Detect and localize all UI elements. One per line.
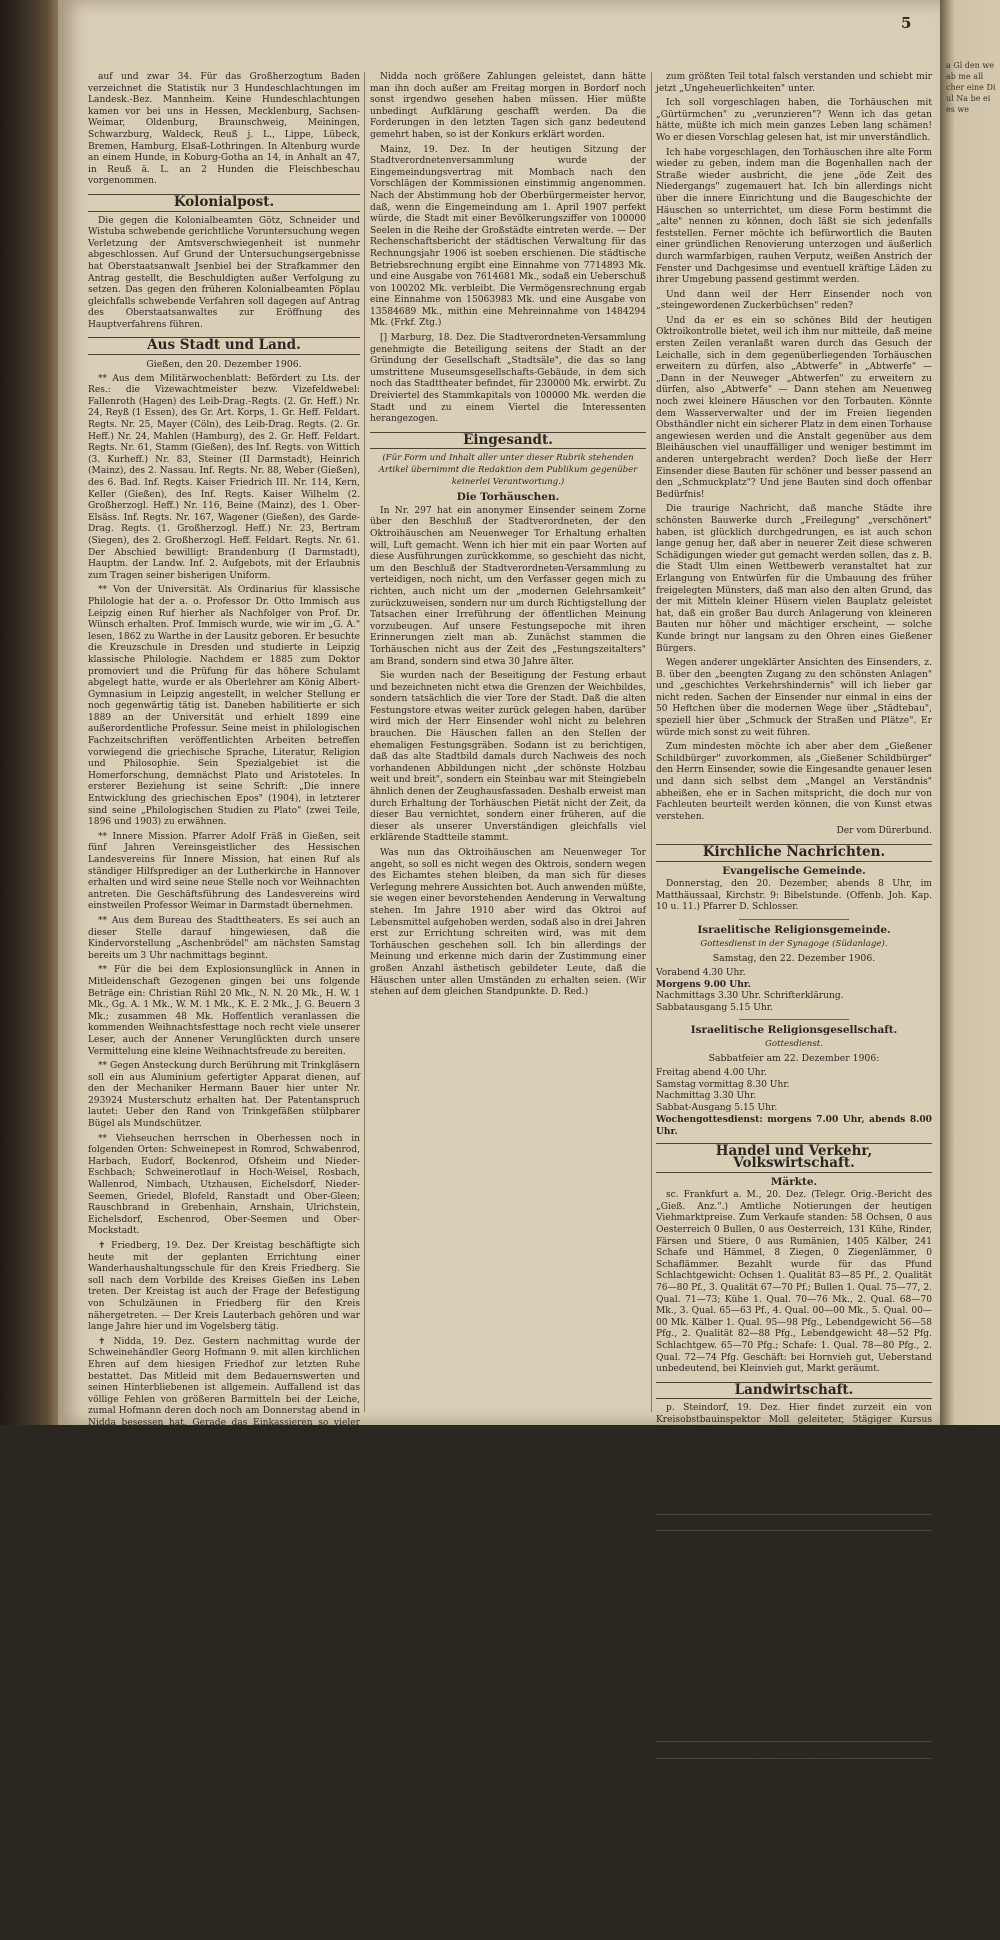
service-time: Vorabend 4.30 Uhr. [656,967,746,978]
article-text: * Siegen, 19. Dez. Bei der im Bau befindlichen Bahnstrecke Freudenberg-Rotemühle ereignete sich eine Sprengstoffexplosion. Zwei Mann wurden getötet, zwei wurden schwer verletzt. [656,1762,932,1808]
column-3 [656,72,933,1939]
section-heading-gerichtssaal: Gerichtssaal. [656,1514,932,1532]
section-heading-kolonialpost: Kolonialpost. [88,194,360,212]
newspaper-page [58,0,940,1939]
article-text: Zum mindesten möchte ich aber aber dem „Gießener Schildbürger" zuvorkommen, als „Gießener Schildbürger" den Herrn Einsender, sowie die Eingesandte genauer lesen und dann sich selbst dem „Mangel an Verständnis" abheißen, ehe er in Sachen mitspricht, die doch nur von Fachleuten beurteilt werden können, die von Kunst etwas verstehen. [656,742,932,822]
article-text: ✝ Friedberg, 19. Dez. Der Kreistag beschäftigte sich heute mit der geplanten Errichtung einer Wanderhaushaltungsschule für den Kreis Friedberg. Sie soll nach dem Vorbilde des Kreises Gießen ins Leben treten. Der Kreistag ist auch der Frage der Befestigung von Schulzäunen in Friedberg für den Kreis nähergetreten. — Der Kreis Lauterbach gehören und war lange Jahre hier und im Vogelsberg tätig. [88,1241,360,1333]
article-text: zum größten Teil total falsch verstanden und schiebt mir jetzt „Ungeheuerlichkeiten" unter. [656,72,932,94]
service-time: Sabbat-Ausgang 5.15 Uhr. [656,1102,778,1113]
article-text: ** Für die bei dem Explosionsunglück in Annen in Mitleidenschaft Gezogenen gingen bei uns folgende Beträge ein: Christian Rühl 20 Mk., N. N. 20 Mk., H. W. 1 Mk., Gg. A. 1 Mk., W. M. 1 Mk., K. E. 2 Mk., J. G. Beuern 3 Mk.; zusammen 48 Mk. Hoffentlich veranlassen die kommenden Weihnachtsfesttage noch recht viele unserer Leser, auch der Annener Verunglückten durch unsere Vermittelung eine kleine Weihnachtsfreude zu bereiten. [88,965,360,1057]
column-rule [651,72,652,1412]
article-text: p. Steindorf, 19. Dez. Hier findet zurzeit ein von Kreisobstbauinspektor Moll geleiteter, 5tägiger Kursus statt über die Pflanzung, Schnitt und Pflege der Obstbäume, sowie über die Bekämpfung der Obstbaumschädlinge und Krankheiten, das Umpfropfen der Bäume, die Behandlung der Wunden, die Düngung und Bodenbearbeitung. Der Unterricht ist hauptsächlich praktischer Art. Bonnet zu Greifswald in gleicher Eigenschaft in die [656,1403,932,1507]
article-text: Mainz, 19. Dez. In der heutigen Sitzung der Stadtverordnetenversammlung wurde der Eingemeindungsvertrag mit Mombach nach den Vorschlägen der Kommissionen einstimmig angenommen. Nach der Abstimmung hob der Oberbürgermeister hervor, daß, wenn die Eingemeindung am 1. April 1907 perfekt würde, die Stadt mit einer Bevölkerungsziffer von 100000 Seelen in die Reihe der Großstädte eintreten werde. — Der Rechenschaftsbericht der städtischen Verwaltung für das Rechnungsjahr 1906 ist soeben erschienen. Die städtische Betriebsrechnung ergibt eine Einnahme von 7714893 Mk. und eine Ausgabe von 7614681 Mk., sodaß ein Ueberschuß von 100202 Mk. verbleibt. Die Vermögensrechnung ergab eine Einnahme von 15063983 Mk. und eine Ausgabe von 13584689 Mk., mithin eine Mehreinnahme von 1484294 Mk. (Frkf. Ztg.) [370,144,646,329]
service-time: Nachmittags 3.30 Uhr. Schrifterklärung. [656,990,844,1001]
facing-page-text-fragment: a Gl den we ab me all cher eine Di ul Na be ei es we [946,61,996,114]
article-text: ** Aus dem Bureau des Stadttheaters. Es sei auch an dieser Stelle darauf hingewiesen, daß die Kindervorstellung „Aschenbrödel" am nächsten Samstag bereits um 3 Uhr nachmittags beginnt. [88,915,360,961]
article-signature: Der vom Dürerbund. [836,826,932,837]
editorial-disclaimer: (Für Form und Inhalt aller unter dieser Rubrik stehenden Artikel übernimmt die Redaktion dem Publikum gegenüber keinerlei Verantwortung.) [378,453,638,487]
service-location: Gottesdienst. [765,1038,823,1049]
service-location: Gottesdienst in der Synagoge (Südanlage). [700,938,888,949]
article-text: Die traurige Nachricht, daß manche Städte ihre schönsten Bauwerke durch „Freilegung" „verschönert" haben, ist glücklich durchgedrungen, es ist auch schon lange genug her, daß aber in neuerer Zeit diese schweren Schädigungen wieder gut gemacht werden sollen, das z. B. die Stadt Ulm einen Wettbewerb veranstaltet hat zur Erlangung von Entwürfen für die Umbauung des früher freigelegten Münsters, daß man also den alten Grund, das der mit Mitteln kleiner Hüsern vielen Bauplatz geleistet hat, daß ein großer Bau durch Anlagerung von kleineren Bauten nur höher und mächtiger erscheint, — solche Kunde bringt nur langsam zu den Ohren eines Gießener Bürgers. [656,504,932,654]
service-time: Morgens 9.00 Uhr. [656,979,751,991]
article-text: sc. Frankfurt a. M., 20. Dez. (Telegr. Orig.-Bericht des „Gieß. Anz.".) Amtliche Notierungen der heutigen Viehmarktpreise. Zum Verkaufe standen: 58 Ochsen, 0 aus Oesterreich 0 Bullen, 0 aus Oesterreich, 131 Kühe, Rinder, Färsen und Stiere, 0 aus Rumänien, 1405 Kälber, 241 Schafe und Hämmel, 8 Ziegen, 0 Ziegenlämmer, 0 Schaflämmer. Bezahlt wurde für das Pfund Schlachtgewicht: Ochsen 1. Qualität 83—85 Pf., 2. Qualität 76—80 Pf., 3. Qualität 67—70 Pf.; Bullen 1. Qual. 75—77, 2. Qual. 71—73; Kühe 1. Qual. 70—76 Mk., 2. Qual. 68—70 Mk., 3. Qual. 65—63 Pf., 4. Qual. 00—00 Mk., 5. Qual. 00—00 Mk. Kälber 1. Qual. 95—98 Pfg., Lebendgewicht 56—58 Pfg., 2. Qualität 82—88 Pfg., Lebendgewicht 48—52 Pfg. Schlachtgew. 65—70 Pfg.; Schafe: 1. Qual. 78—80 Pfg., 2. Qual. 72—74 Pfg. Geschäft: bei Hornvieh gut, Ueberstand unbedeutend, bei Kleinvieh gut, Markt geräumt. [656,1190,933,1375]
column-rule [364,72,365,1412]
page-number: 5 [901,14,912,32]
article-text: ** Gegen Ansteckung durch Berührung mit Trinkgläsern soll ein aus Aluminium gefertigter Apparat dienen, auf den der Mechaniker Hermann Bauer hier unter Nr. 293924 Musterschutz erhalten hat. Der Patentanspruch lautet: Ueber den Rand von Trinkgefäßen stülpbarer Bügel als Mundschützer. [88,1061,360,1130]
article-text: Frankfurt, 19. Dez. Der Redakteur der „Volksstimme", Wilhelm Zander, wurde heute von der Strafkammer wegen öffentlicher Beleidigung, die in einem Artikel „Krautgardemanöver am Standesamt" gefunden wurde, zu 75 Mk. Geldstrafe verurteilt, und wegen eines Artikels „Zur Blaugießstreike in Oberursel", durch den sich der dortige Bürgermeister Füller beleidigt fühlte, zu drei Monaten Gefängnis. [656,1535,932,1627]
article-text: Wegen anderer ungeklärter Ansichten des Einsenders, z. B. über den „beengten Zugang zu den schönsten Anlagen" und „geschichtes Verkehrshindernis" will ich lieber gar nicht reden. Sachen der Einsender nur einmal in eins der 50 Heftchen über die modernen Wege über „Städtebau", speziell hier über „Schmuck der Straßen und Plätze". Er würde mich sonst zu weit führen. [656,658,932,738]
section-heading-stadt-und-land: Aus Stadt und Land. [88,337,360,355]
book-binding [0,0,58,1425]
service-time: Samstag vormittag 8.30 Uhr. [656,1079,790,1090]
article-text: [] Marburg, 18. Dez. Die Stadtverordneten-Versammlung genehmigte die Beteiligung seitens der Stadt an der Gründung der Gesellschaft „Stadtsäle", die das so lang umstrittene Museumsgesellschafts-Gebäude, in dem sich noch das Stadttheater befindet, für 230000 Mk. erwirbt. Zu Dreiviertel des Stammkapitals von 100000 Mk. werden die Stadt und zu einem Viertel die Interessenten herangezogen. [370,333,646,425]
subheading-israelitische-religionsgesellschaft: Israelitische Religionsgesellschaft. [690,1024,898,1037]
article-text: ** Von der Universität. Als Ordinarius für klassische Philologie hat der a. o. Professor Dr. Otto Immisch aus Leipzig einen Ruf hierher als Nachfolger von Prof. Dr. Wünsch erhalten. Prof. Immisch wurde, wie wir im „G. A." lesen, 1862 zu Warthe in der Lausitz geboren. Er besuchte die Kreuzschule in Dresden und studierte in Leipzig klassische Philologie. Nachdem er 1885 zum Doktor promoviert und die Prüfung für das höhere Schulamt abgelegt hatte, wurde er als Oberlehrer am König Albert-Gymnasium in Leipzig angestellt, in welcher Stellung er noch gegenwärtig tätig ist. Daneben habilitierte er sich 1889 an der Universität und erhielt 1899 eine außerordentliche Professur. Seine meist in philologischen Fachzeitschriften veröffentlichten Arbeiten betreffen vorwiegend die griechische Sprache, Literatur, Religion und Philosophie. Sein Spezialgebiet ist die Homerforschung, demnächst Plato und Aristoteles. In ersterer Beziehung ist seine Schrift: „Die innere Entwicklung des griechischen Epos" (1904), in letzterer sind seine „Philologischen Studien zu Plato" (zwei Teile, 1896 und 1903) zu erwähnen. [88,585,360,828]
section-heading-eingesandt: Eingesandt. [370,432,646,450]
divider [739,919,849,920]
service-time: Freitag abend 4.00 Uhr. [656,1067,767,1078]
article-text: ** Innere Mission. Pfarrer Adolf Fräß in Gießen, seit fünf Jahren Vereinsgeistlicher des Hessischen Landesvereins für Innere Mission, hat einen Ruf als ständiger Hilfsprediger an der Lutherkirche in Hannover erhalten und wird seine neue Stelle noch vor Weihnachten antreten. Die Geschäftsführung des Landesvereins wird einstweilen Professor Weimar in Darmstadt übernehmen. [88,831,360,912]
section-heading-landwirtschaft: Landwirtschaft. [656,1382,932,1400]
article-text: Nidda noch größere Zahlungen geleistet, dann hätte man ihn doch außer am Freitag morgen in Bordorf noch sonst irgendwo gesehen haben müssen. Hier müßte unbedingt Aufklärung geschafft werden. Da die Forderungen in den letzten Tagen sich ganz bedeutend gemehrt haben, so ist der Konkurs erklärt worden. [370,72,646,140]
section-heading-handel-und-verkehr: Handel und Verkehr, Volkswirtschaft. [656,1143,932,1172]
article-text: ✝ Nidda, 19. Dez. Gestern nachmittag wurde der Schweinehändler Georg Hofmann 9. mit allen kirchlichen Ehren auf dem hiesigen Friedhof zur letzten Ruhe bestattet. Das Mitleid mit dem Bedauernswerten und seinen Hinterbliebenen ist allgemein. Auffallend ist das völlige Fehlen von größeren Barmitteln bei der Leiche, zumal Hofmann deren doch noch am Donnerstag abend in Nidda besessen hat. Gerade das Einkassieren so vieler Ausstände hatte doch bei allen, die ihn nicht näher kannten und ihn in letzter Zeit nicht genauer beobachtet hatten, den Gedanken an eine Verstümmelung mit Bestimmtheit hervorgerufen. Und nun fehlt jegliches bares Geld in der Brieftasche des Toten, sowie auch ein neuer großer Geldbeutel, den Hofmann bei sich geführt hatte. Hätte der Verstorbene noch seinem Verschwinden von [88,1336,360,1521]
divider [739,1019,849,1020]
service-date: Sabbatfeier am 22. Dezember 1906: [708,1053,880,1065]
article-text: ** Aus dem Militärwochenblatt: Befördert zu Lts. der Res.: die Vizewachtmeister bezw. Vizefeldwebel: Fallenroth (Hagen) des Leib-Drag.-Regts. (2. Gr. Heff.) Nr. 24, Reyß (1 Essen), des Gr. Art. Korps, 1. Gr. Heff. Feldart. Regts. Nr. 25, Mayer (Cöln), des Leib-Drag. Regts. (2. Gr. Heff.) Nr. 24, Mahlen (Hamburg), des 2. Gr. Heff. Feldart. Regts. Nr. 61, Stamm (Gießen), des Inf. Regts. von Wittich (3. Kurheff.) Nr. 83, Steiner (II Darmstadt), Heinrich (Mainz), des 2. Nassau. Inf. Regts. Nr. 88, Weber (Gießen), des 6. Bad. Inf. Regts. Kaiser Friedrich III. Nr. 114, Kern, Keller (Gießen), des Inf. Regts. Kaiser Wilhelm (2. Großherzogl. Heff.) Nr. 116, Beine (Mainz), des 1. Ober-Elsäss. Inf. Regts. Nr. 167, Wagener (Gießen), des Garde-Drag. Regts. (1. Großherzogl. Heff.) Nr. 23, Bertram (Siegen), des 2. Großherzogl. Heff. Feldart. Regts. Nr. 61. Der Abschied bewilligt: Brandenburg (I Darmstadt), Hauptm. der Landw. Inf. 2. Aufgebots, mit der Erlaubnis zum Tragen seiner bisherigen Uniform. [88,373,360,581]
article-text: Die gegen die Kolonialbeamten Götz, Schneider und Wistuba schwebende gerichtliche Voruntersuchung wegen Verletzung der Amtsverschwiegenheit ist nunmehr abgeschlossen. Auf Grund der Untersuchungsergebnisse hat Oberstaatsanwalt Jsenbiel bei der Strafkammer den Antrag gestellt, die Beschuldigten außer Verfolgung zu setzen. Das gegen den früheren Kolonialbeamten Pöplau gleichfalls schwebende Verfahren soll dagegen auf Antrag des Oberstaatsanwaltes zur Eröffnung des Hauptverfahrens führen. [88,215,360,330]
service-date: Samstag, den 22. Dezember 1906. [712,953,876,965]
article-text: Was nun das Oktroihäuschen am Neuenweger Tor angeht, so soll es nicht wegen des Oktrois, sondern wegen des Eichamtes stehen bleiben, da man sich für dieses Verlegung mehrere Aussichten bot. Auch anwenden müßte, sie wegen einer bevorstehenden Aenderung in Verwaltung stehen. Im Jahre 1910 aber wird das Oktroi auf Lebensmittel aufgehoben werden, sodaß also in drei Jahren erst zur Errichtung schreiten wird, was mit dem Torhäuschen geschehen soll. Ich bin allerdings der Meinung und erkenne mich darin der Zustimmung einer großen Anzahl ästhetisch gebildeter Leute, daß die Häuschen unter allen Umständen zu erhalten seien. (Wir stehen auf dem gleichen Standpunkte. D. Red.) [370,848,646,998]
service-time: Nachmittag 3.30 Uhr. [656,1091,757,1102]
article-heading-torhaeuschen: Die Torhäuschen. [456,491,560,504]
article-text: Ich habe vorgeschlagen, den Torhäuschen ihre alte Form wieder zu geben, indem man die Bogenhallen nach der Straße wieder ausbricht, die jene „öde Zeit des Niedergangs" zugemauert hat. Ich bin allerdings nicht über die innere Einrichtung und die Baugeschichte der Häuschen so unterrichtet, um diese Form bestimmt die „alte" nennen zu können, doch läßt sie sich jedenfalls feststellen. Ferner möchte ich befürwortlich die Bauten einer gründlichen Renovierung unterzogen und äußerlich durch warmfarbigen, rauhen Verputz, weißen Anstrich der Fenster und Dachgesimse und eventuell kräftige Läden zu ihrer Umgebung passend gestimmt werden. [656,147,932,286]
article-text: auf und zwar 34. Für das Großherzogtum Baden verzeichnet die Statistik nur 3 Hundeschlachtungen im Landesk.-Bez. Mannheim. Keine Hundeschlachtungen kamen vor bei uns in Hessen, Mecklenburg, Sachsen-Weimar, Oldenburg, Braunschweig, Meiningen, Schwarzburg, Waldeck, Reuß j. L., Lippe, Lübeck, Bremen, Hamburg, Elsaß-Lothringen. In Altenburg wurde an einem Hunde, in Koburg-Gotha an 14, in Anhalt an 47, in Reuß ä. L. an 2 Hunden die Fleischbeschau vorgenommen. [88,72,360,187]
section-heading-vermischtes: Vermischtes. [656,1741,932,1759]
article-text: Und da er es ein so schönes Bild der heutigen Oktroikontrolle bietet, weil ich ihm nur mitteile, daß meine ersten Zeilen veranlaßt waren durch das Gesuch der Leichalle, sich in dem gegenüberliegenden Torhäuschen erweitern zu dürfen, also „Abtwerfe" in „Abtwerfe" — „Dann in der Neuweger „Abtwerfen" zu erweitern zu dürfen, also „Abtwerfe" — Dann stehen am Neuenweg noch zwei kleinere Häuschen vor den Torbauten. Könnte dem Wasserverwalter und der im Freien liegenden Obsthändler nicht ein sicherer Platz in dem einen Torhause angewiesen werden und die Anstalt gegenüber aus dem Bleihäuschen viel unauffälliger und weniger bestimmt im anderen untergebracht werden? Doch ließe der Herr Einsender diese Bauten für schöner und besser passend an den „Schmuckplatz"? Und jene Bauten sind doch offenbar Bedürfnis! [656,315,932,500]
subheading-maerkte: Märkte. [770,1175,818,1188]
article-text: * Ein Jagdliebhaber aus Kassel, der ein guter Hühnerschütze ist, wurde von seinen Freunden immer gequält, er möchte doch einmal ein Hühneressen zubereiten. Als ihm der also Geplagte nicht mehr zu helfen wußte, sagte er zu und lud die Freunde eines schönen Tages ein. Die „Hühner" schmeckten ausgezeichnet, und man aß mit großem Appetit. Einige Tage später erfuhr man, daß der Gastgeber Raben braten ließe. Die guten Leutchen spülten ihren Aerger durch verschiedene Gläser „Rheingauer" die Kehle hinab und meinten, gut zubereitete Raben schmeckten ebenso gut wie Feldhühner! [656,1812,932,1939]
subheading-israelitische-religionsgemeinde: Israelitische Religionsgemeinde. [697,923,891,936]
service-time: Wochengottesdienst: morgens 7.00 Uhr, abends 8.00 Uhr. [656,1114,932,1137]
dateline: Gießen, den 20. Dezember 1906. [146,359,302,371]
article-text: Ich soll vorgeschlagen haben, die Torhäuschen mit „Gürtürmchen" zu „verunzieren"? Wenn ich das getan hätte, müßte ich mich mein ganzes Leben lang schämen! Wo er diesen Vorschlag gelesen hat, ist mir unverständlich. [656,98,932,143]
article-text: In Nr. 297 hat ein anonymer Einsender seinem Zorne über den Beschluß der Stadtverordneten, der den Oktroihäuschen am Neuenweger Tor Erhaltung erhalten will, Luft gemacht. Wenn ich hier mit ein paar Worten auf diese Ausführungen zurückkomme, so geschieht das nicht, um den Beschluß der Stadtverordneten-Versammlung zu verteidigen, noch nicht, um den Verfasser gegen mich zu richten, auch nicht um der „modernen Gelehrsamkeit" zurückzuweisen, sondern nur um durch Richtigstellung der Tatsachen einer Irreführung der öffentlichen Meinung vorzubeugen. Auf unsere Festungsepoche mit ihren Erinnerungen zielt man ab. Zunächst stammen die Torhäuschen nicht aus der Zeit des „Festungszeitalters" am Brand, sondern sind etwa 30 Jahre älter. [370,505,646,667]
article-text: Sie wurden nach der Beseitigung der Festung erbaut und bezeichneten nicht etwa die Grenzen der Weichbildes, sondern tatsächlich die vier Tore der Stadt. Daß die alten Festungstore etwas weiter zurück gelegen haben, darüber wird mich der Herr Einsender wohl nicht zu belehren brauchen. Die Häuschen fallen an den Stellen der ehemaligen Festungsgräben. Sodann ist zu berichtigen, daß das alte Stadtbild damals durch Nachweis des noch vorhandenen Abbildungen nicht „der schönste Holzbau weit und breit", sondern ein Steinbau war mit Steingiebeln ähnlich denen der Zeughausfassaden. Deshalb erweist man durch Erhaltung der Torhäuschen Pietät nicht der Zeit, da dieser Bau vernichtet, sondern einer früheren, auf die dieser als unserer Unverständigen gleichfalls viel erklärende Stadtteile stammt. [370,671,646,844]
column-1 [88,72,360,1521]
service-notice: Donnerstag, den 20. Dezember, abends 8 Uhr, im Matthäussaal, Kirchstr. 9: Bibelstunde. (Offenb. Joh. Kap. 10 u. 11.) Pfarrer D. Schlosser. [656,879,932,913]
service-time: Sabbatausgang 5.15 Uhr. [656,1002,774,1013]
article-text: ** Viehseuchen herrschen in Oberhessen noch in folgenden Orten: Schweinepest in Romrod, Schwabenrod, Harbach, Eudorf, Bockenrod, Ofsheim und Nieder-Eschbach; Schweinerotlauf in Hoch-Weisel, Rosbach, Wallenrod, Nimbach, Utzhausen, Eichelsdorf, Nieder-Seemen, Griedel, Blofeld, Ranstadt und Ober-Gleen; Rauschbrand in Grebenhain, Arnshain, Ulrichstein, Eichelsdorf, Eschenrod, Ober-Seemen und Ober-Mockstadt. [88,1133,360,1237]
column-2 [370,72,646,1412]
subheading-evangelische-gemeinde: Evangelische Gemeinde. [722,864,866,877]
article-text: Gießen, 19. Dez. Das Kriegsgericht verurteilte einen polnischen Schneidergesellen, der ganz systematisch gegen Kontrollversammlung fortgesetzt im Gliede gefochten, der den Ansprache des Bezirkskommandeurs die Zulassung des Kaisers für die Ostmark durch Murren und unartikulierte Laute den Wappellen ausgedrückt und vor dem Kaiserhoch mehrmals auf Polnisch und Deutsch erklärt hatte, er werde nicht mitrufen, zu vier Monaten Gefängnis. [656,1631,932,1734]
article-text: Und dann weil der Herr Einsender noch von „steingewordenen Zuckerbüchsen" reden? [656,289,932,312]
section-heading-kirchliche-nachrichten: Kirchliche Nachrichten. [656,844,932,862]
